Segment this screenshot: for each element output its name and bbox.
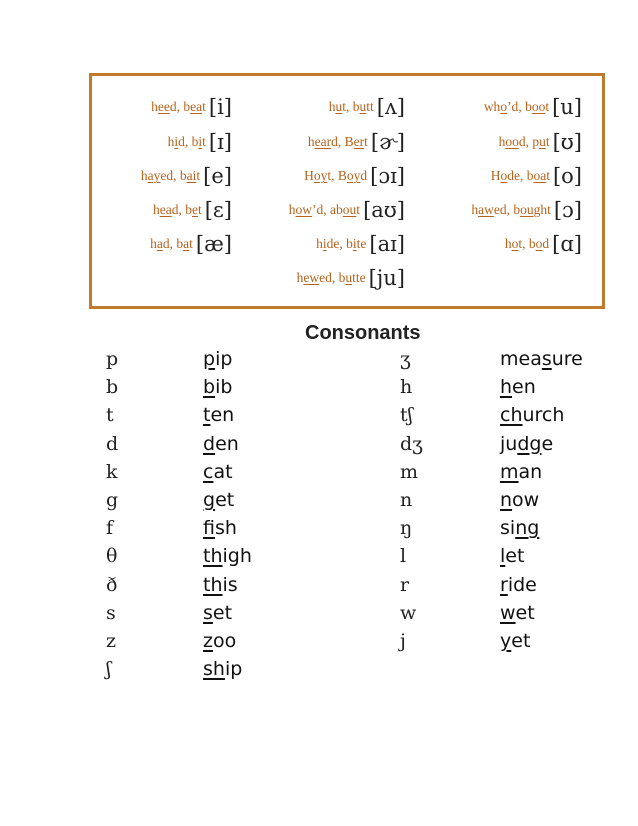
vowel-entry (308, 127, 405, 157)
consonant-example-word: zoo (203, 630, 237, 652)
consonant-example-word: ride (500, 573, 537, 596)
vowel-ipa-symbol: [ʌ] (376, 95, 405, 119)
consonant-example-word: judge (500, 432, 554, 455)
vowel-entry (471, 195, 582, 225)
consonant-ipa-symbol: ʃ (106, 658, 112, 681)
vowel-entry (150, 229, 232, 259)
vowel-ipa-symbol: [ʊ] (552, 130, 582, 154)
consonant-example-word: now (500, 489, 540, 511)
vowel-example-words: head, bet (152, 202, 202, 217)
vowel-entry (491, 161, 582, 191)
vowel-ipa-symbol: [aɪ] (369, 232, 405, 256)
consonant-ipa-symbol: h (400, 376, 413, 399)
consonant-ipa-symbol: d (106, 432, 119, 455)
vowel-ipa-symbol: [u] (552, 95, 582, 119)
vowel-example-words: Hoyt, Boyd (304, 168, 368, 183)
consonant-ipa-symbol: t (106, 404, 114, 427)
vowel-entry (151, 92, 232, 122)
consonant-example-word: let (500, 545, 525, 568)
consonant-ipa-symbol: dʒ (400, 432, 423, 455)
consonant-example-word: thigh (203, 545, 252, 568)
vowel-ipa-symbol: [o] (552, 164, 582, 188)
vowel-example-words: hayed, bait (140, 168, 201, 183)
consonant-ipa-symbol: ʒ (400, 348, 411, 370)
consonant-ipa-symbol: m (400, 460, 419, 483)
consonant-ipa-symbol: j (400, 630, 406, 652)
vowel-entry (499, 127, 582, 157)
consonant-example-word: yet (500, 630, 531, 652)
consonant-ipa-symbol: θ (106, 545, 118, 568)
consonant-example-word: measure (500, 348, 583, 370)
vowel-ipa-symbol: [ɔɪ] (370, 164, 405, 188)
vowel-example-words: Hode, boat (490, 168, 550, 183)
vowel-entry (141, 161, 232, 191)
consonant-example-word: set (203, 601, 233, 624)
consonant-ipa-symbol: n (400, 489, 413, 511)
consonant-ipa-symbol: s (106, 601, 116, 624)
consonant-ipa-symbol: z (106, 630, 117, 652)
consonants-heading: Consonants (305, 322, 421, 344)
consonant-ipa-symbol: tʃ (400, 404, 413, 427)
consonant-example-word: ship (203, 658, 243, 681)
vowel-ipa-symbol: [e] (203, 164, 232, 188)
vowel-entry (168, 127, 232, 157)
vowel-example-words: hid, bit (167, 134, 206, 149)
vowel-ipa-symbol: [ɛ] (204, 198, 232, 222)
consonant-example-word: cat (203, 460, 233, 483)
vowel-ipa-symbol: [ju] (368, 266, 405, 290)
vowel-entry (505, 229, 582, 259)
consonant-example-word: sing (500, 517, 540, 540)
consonant-example-word: pip (203, 348, 233, 370)
vowel-example-words: hawed, bought (471, 202, 551, 217)
consonant-example-word: this (203, 573, 238, 596)
consonant-example-word: fish (203, 517, 237, 540)
vowel-example-words: had, bat (150, 236, 193, 251)
vowel-example-words: hood, put (498, 134, 550, 149)
vowel-example-words: hewed, butte (296, 270, 366, 285)
vowel-example-words: heard, Bert (307, 134, 368, 149)
vowel-ipa-symbol: [ɪ] (208, 130, 232, 154)
vowel-example-words: who’d, boot (483, 99, 550, 114)
vowel-ipa-symbol: [ɔ] (553, 198, 582, 222)
consonant-ipa-symbol: ŋ (400, 517, 413, 540)
vowel-ipa-symbol: [æ] (195, 232, 232, 256)
vowel-entry (153, 195, 232, 225)
consonant-example-word: ten (203, 404, 235, 427)
vowel-entry (316, 229, 405, 259)
vowel-entry (484, 92, 582, 122)
consonant-ipa-symbol: l (400, 545, 407, 568)
vowel-example-words: hide, bite (316, 236, 367, 251)
consonant-example-word: wet (500, 601, 535, 624)
vowel-entry (289, 195, 405, 225)
consonant-ipa-symbol: k (106, 460, 118, 483)
consonant-example-word: bib (203, 376, 233, 399)
vowel-example-words: hut, butt (328, 99, 374, 114)
vowel-example-words: hot, bod (504, 236, 550, 251)
consonant-example-word: church (500, 404, 565, 427)
consonant-example-word: man (500, 460, 543, 483)
consonant-ipa-symbol: f (106, 517, 114, 540)
consonant-ipa-symbol: g (106, 489, 119, 511)
vowel-ipa-symbol: [aʊ] (363, 198, 405, 222)
vowel-entry (297, 263, 405, 293)
vowel-ipa-symbol: [ɑ] (552, 232, 582, 256)
consonant-ipa-symbol: w (400, 601, 417, 624)
vowel-entry (329, 92, 405, 122)
consonant-example-word: den (203, 432, 239, 455)
vowel-ipa-symbol: [i] (208, 95, 232, 119)
consonant-ipa-symbol: p (106, 348, 119, 370)
consonant-ipa-symbol: r (400, 573, 410, 596)
consonant-example-word: get (203, 489, 235, 511)
vowel-entry (304, 161, 405, 191)
vowel-example-words: heed, beat (151, 99, 206, 114)
vowel-chart-box (89, 73, 605, 309)
consonant-ipa-symbol: b (106, 376, 119, 399)
vowel-ipa-symbol: [ɚ] (370, 130, 405, 154)
consonant-example-word: hen (500, 376, 536, 399)
vowel-example-words: how’d, about (288, 202, 361, 217)
consonant-ipa-symbol: ð (106, 573, 118, 596)
